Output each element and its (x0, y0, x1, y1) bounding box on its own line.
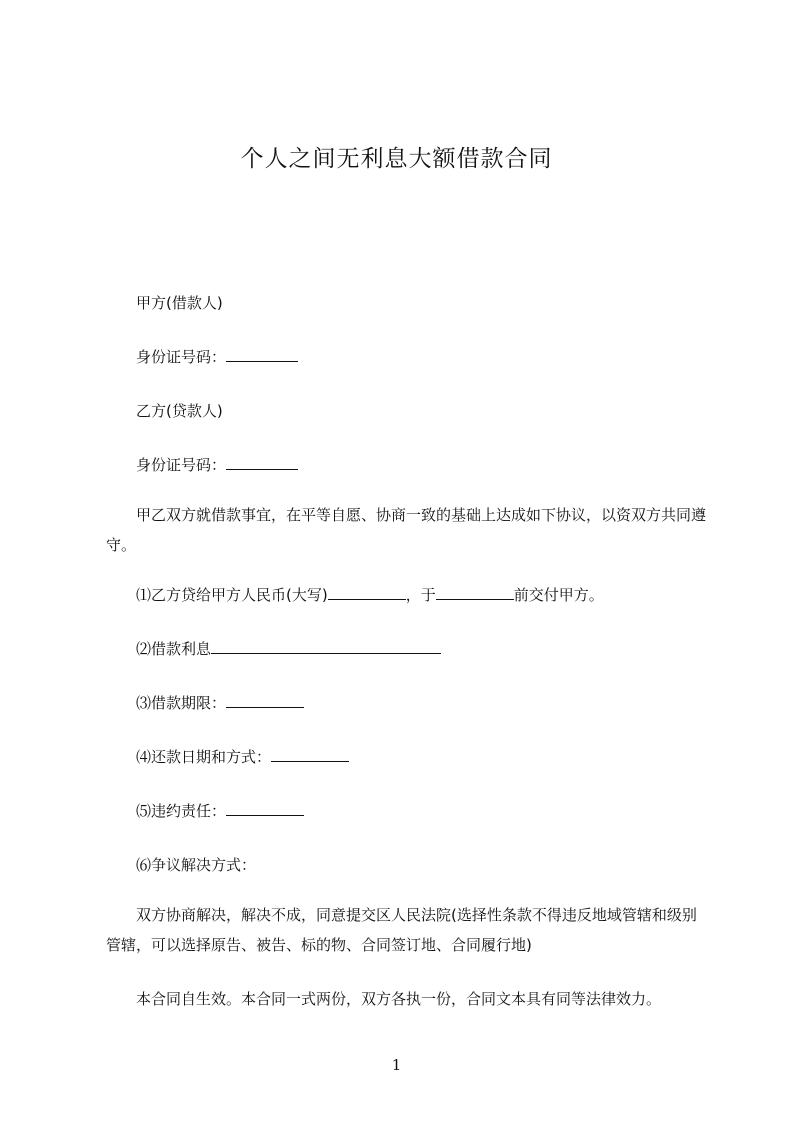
party-b-id-blank (226, 455, 298, 470)
clause-3-label: ⑶借款期限： (136, 694, 227, 712)
clause-1-mid: ，于 (405, 586, 436, 604)
clause-4 (136, 746, 793, 767)
party-b-id-line (136, 454, 793, 475)
amount-blank (328, 585, 406, 600)
clause-1 (136, 584, 793, 605)
party-a-id-line (136, 346, 793, 367)
repayment-blank (271, 747, 349, 762)
party-b-label: 乙方(贷款人) (136, 402, 223, 420)
clause-1-suffix: 前交付甲方。 (513, 586, 604, 604)
contract-title: 个人之间无利息大额借款合同 (240, 146, 553, 172)
page-number: 1 (391, 1056, 402, 1074)
party-a-label: 甲方(借款人) (136, 294, 223, 312)
clause-4-label: ⑷还款日期和方式： (136, 748, 272, 766)
dispute-paragraph: 双方协商解决，解决不成，同意提交区人民法院(选择性条款不得违反地域管辖和级别管辖，可以选择原告、被告、标的物、合同签订地、合同履行地) (106, 906, 697, 954)
term-blank (226, 693, 304, 708)
party-a-id-blank (226, 347, 298, 362)
clause-6: ⑹争议解决方式： (136, 856, 257, 874)
clause-2-label: ⑵借款利息 (136, 640, 212, 658)
clause-3 (136, 692, 793, 713)
clause-5-label: ⑸违约责任： (136, 802, 227, 820)
date-blank (436, 585, 514, 600)
clause-5 (136, 800, 793, 821)
party-a-id-label: 身份证号码： (136, 348, 227, 366)
clause-1-prefix: ⑴乙方贷给甲方人民币(大写) (136, 586, 328, 604)
party-b-id-label: 身份证号码： (136, 456, 227, 474)
interest-blank (211, 639, 441, 654)
effect-paragraph: 本合同自生效。本合同一式两份，双方各执一份，合同文本具有同等法律效力。 (136, 990, 662, 1008)
intro-paragraph: 甲乙双方就借款事宜，在平等自愿、协商一致的基础上达成如下协议，以资双方共同遵守。 (106, 506, 707, 554)
liability-blank (226, 801, 304, 816)
clause-2 (136, 638, 793, 659)
